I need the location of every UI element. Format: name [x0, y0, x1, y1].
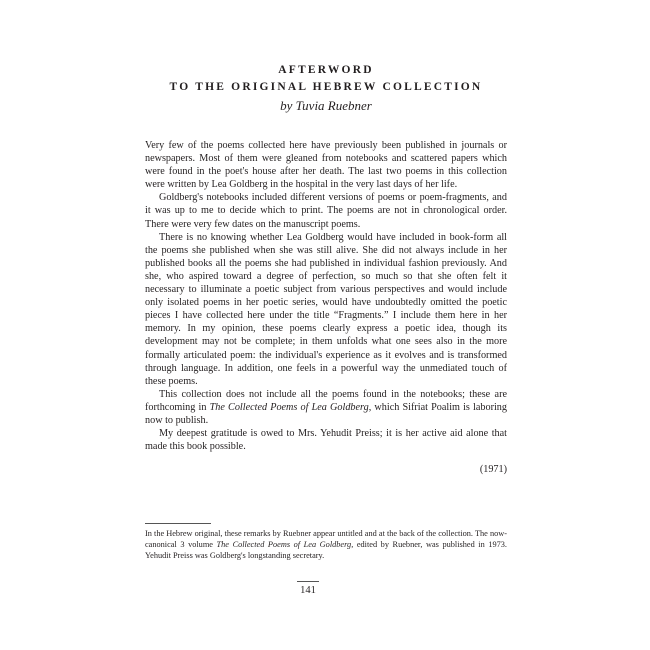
paragraph-4-text-end: , which Sifriat Poalim is laboring now to publish.: [145, 401, 507, 426]
chapter-subtitle: TO THE ORIGINAL HEBREW COLLECTION: [169, 81, 483, 93]
body-text: [145, 139, 507, 453]
footnote-book-title: The Collected Poems of Lea Goldberg: [216, 540, 352, 550]
paragraph-2: Goldberg's notebooks included different versions of poems or poem-fragments, and it was up to me to decide which to print. The poems are not in chronological order. There were very few dates on the manuscript poems.: [145, 192, 507, 230]
paragraph-5: My deepest gratitude is owed to Mrs. Yehudit Preiss; it is her active aid alone that made this book possible.: [145, 428, 507, 453]
footnote-text-start: In the Hebrew original, these remarks by Ruebner appear untitled and at the back of the collection. The now-canonical 3 volume: [145, 529, 507, 550]
footnote-text-end: , edited by Ruebner, was published in 1973. Yehudit Preiss was Goldberg's longstanding secretary.: [145, 540, 507, 561]
date-note: (1971): [479, 464, 507, 475]
paragraph-1: Very few of the poems collected here have previously been published in journals or newspapers. Most of them were gleaned from notebooks and scattered papers which were found in the poet's house after her death. The last two poems in this collection were written by Lea Goldberg in the hospital in the very last days of her life.: [145, 140, 507, 191]
footnote: [145, 528, 507, 562]
book-title: The Collected Poems of Lea Goldberg: [209, 401, 369, 413]
author-byline: by Tuvia Ruebner: [280, 98, 372, 113]
paragraph-4-text-start: This collection does not include all the poems found in the notebooks; these are forthcoming in: [145, 388, 507, 413]
footnote-divider: [145, 523, 211, 524]
page-number: 141: [300, 585, 316, 596]
paragraph-4: [145, 388, 507, 427]
paragraph-3: There is no knowing whether Lea Goldberg would have included in book-form all the poems she published when she was still alive. She did not always include in her published books all the poems she had published in individual fashion previously. And she, who aspired toward a degree of perfection, so much so that she often felt it necessary to illuminate a poetic subject from various perspectives and would include only isolated poems in her poetic series, would have undoubtedly omitted the poetic pieces I have collected here under the title “Fragments.” I include them here in her memory. In my opinion, these poems clearly express a poetic idea, though its development may not be complete; in them unfolds what one sees also in the more formally articulated poem: the individual's experience as it evolves and is transformed through language. In addition, one feels in a powerful way the unmediated touch of these poems.: [145, 231, 507, 387]
chapter-title: AFTERWORD: [278, 64, 374, 76]
page-number-rule: [297, 581, 319, 582]
